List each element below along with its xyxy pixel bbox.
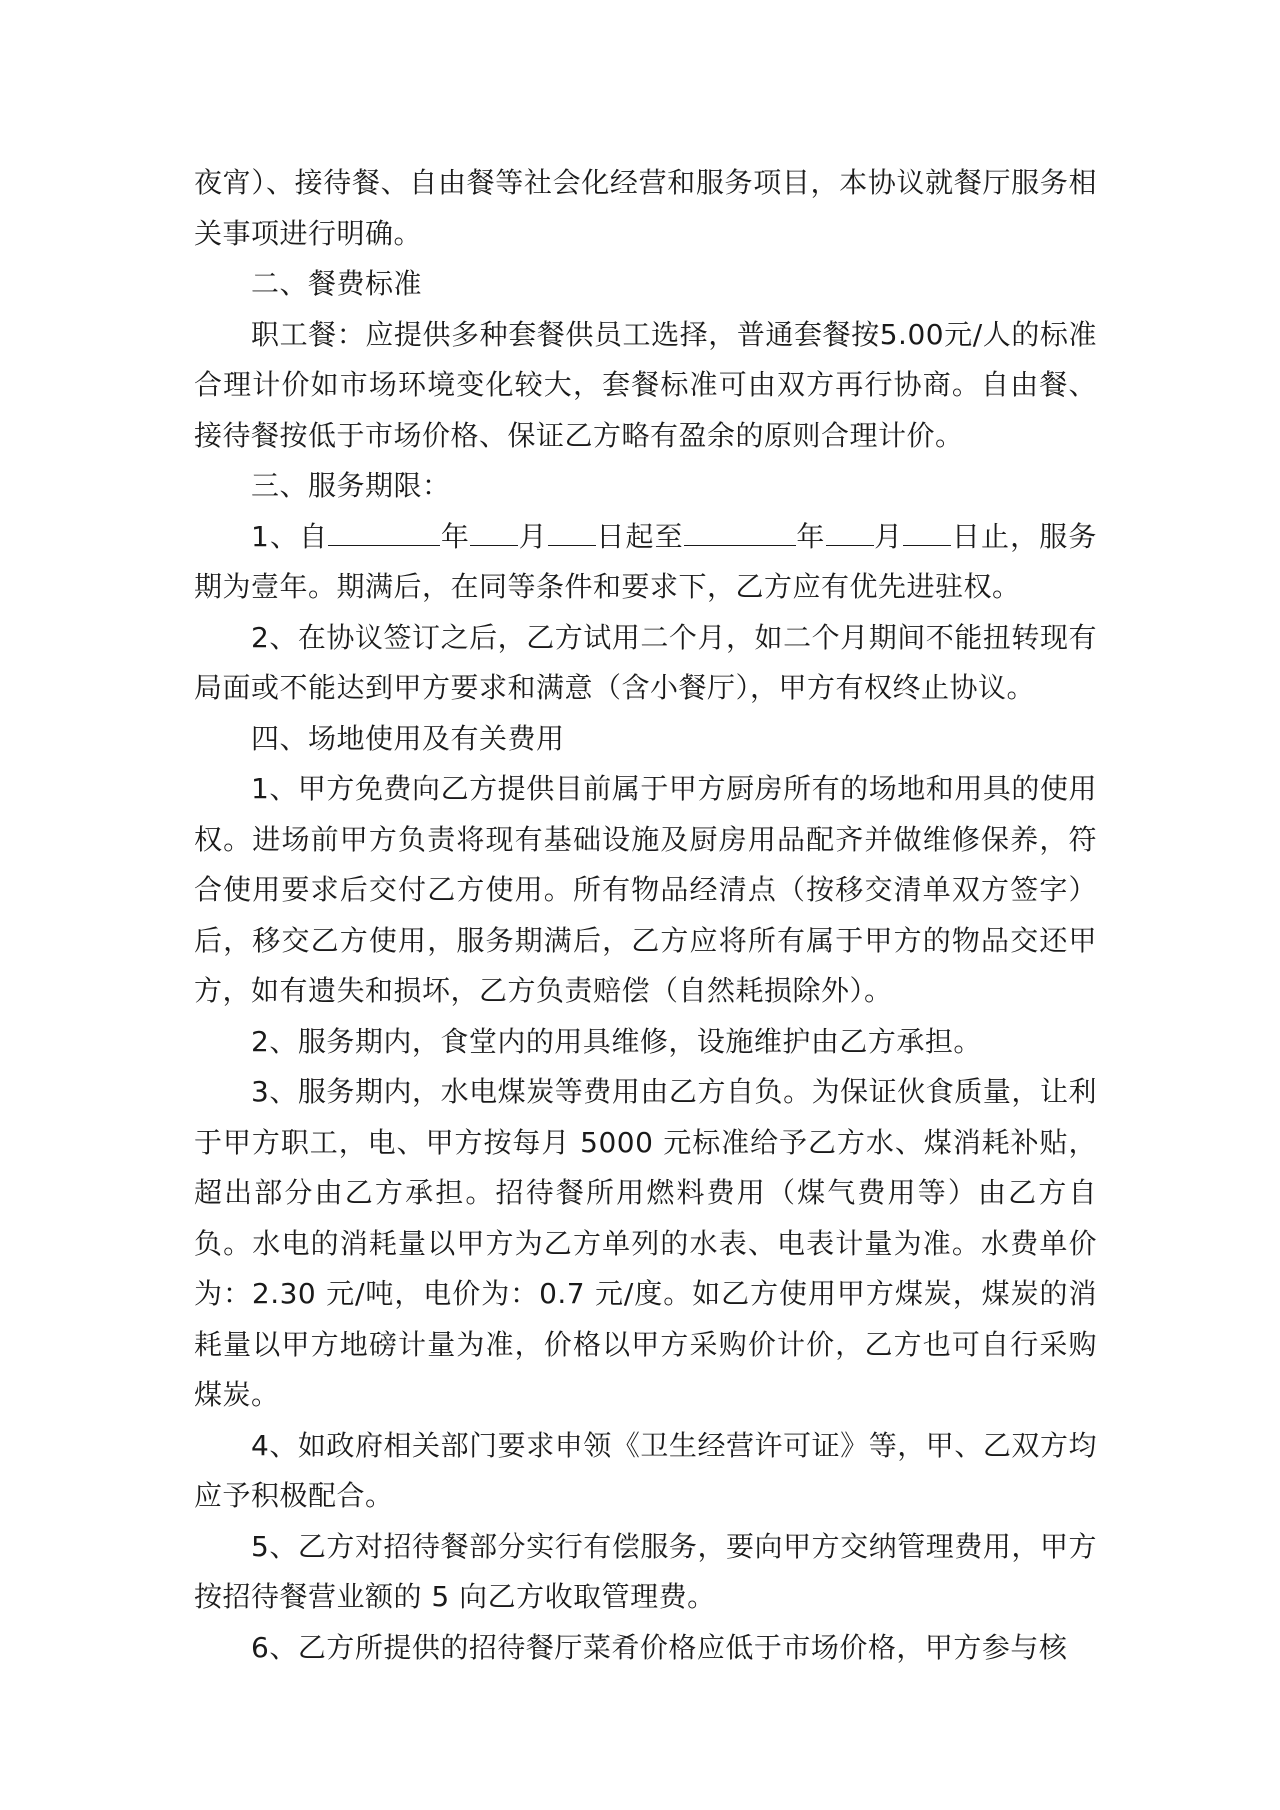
paragraph-intro-continuation: 夜宵）、接待餐、自由餐等社会化经营和服务项目，本协议就餐厅服务相关事项进行明确。 <box>194 166 1097 250</box>
blank-start-year <box>328 519 440 546</box>
section-heading-meal-fee: 二、餐费标准 <box>251 267 423 300</box>
paragraph-license: 4、如政府相关部门要求申领《卫生经营许可证》等，甲、乙双方均应予积极配合。 <box>194 1428 1097 1512</box>
blank-end-day <box>903 519 951 546</box>
term-year-label: 年 <box>440 519 470 553</box>
paragraph-staff-meal: 职工餐：应提供多种套餐供员工选择，普通套餐按5.00元/人的标准合理计价如市场环境变化较大，套餐标准可由双方再行协商。自由餐、接待餐按低于市场价格、保证乙方略有盈余的原则合理计价。 <box>194 317 1097 452</box>
term-rest: 服务期为壹年。期满后，在同等条件和要求下，乙方应有优先进驻权。 <box>194 519 1097 603</box>
term-month2-label: 月 <box>873 519 904 553</box>
blank-end-month <box>826 519 874 546</box>
paragraph-trial-period: 2、在协议签订之后，乙方试用二个月，如二个月期间不能扭转现有局面或不能达到甲方要求和满意（含小餐厅），甲方有权终止协议。 <box>194 620 1097 704</box>
paragraph-venue-use: 1、甲方免费向乙方提供目前属于甲方厨房所有的场地和用具的使用权。进场前甲方负责将现有基础设施及厨房用品配齐并做维修保养，符合使用要求后交付乙方使用。所有物品经清点（按移交清单双方签字）后，移交乙方使用，服务期满后，乙方应将所有属于甲方的物品交还甲方，如有遗失和损坏，乙方负责赔偿（自然耗损除外）。 <box>194 772 1097 1007</box>
term-day-end-label: 日止， <box>951 519 1040 553</box>
paragraph-management-fee: 5、乙方对招待餐部分实行有偿服务，要向甲方交纳管理费用，甲方按招待餐营业额的 5 向乙方收取管理费。 <box>194 1529 1097 1613</box>
term-day-to-label: 日起至 <box>595 519 684 553</box>
paragraph-menu-pricing: 6、乙方所提供的招待餐厅菜肴价格应低于市场价格，甲方参与核 <box>251 1630 1068 1664</box>
term-prefix: 1、自 <box>251 519 329 553</box>
paragraph-maintenance: 2、服务期内，食堂内的用具维修，设施维护由乙方承担。 <box>251 1024 982 1058</box>
term-year2-label: 年 <box>795 519 826 553</box>
blank-end-year <box>684 519 796 546</box>
paragraph-term-clause <box>194 512 1097 613</box>
section-heading-service-term: 三、服务期限： <box>251 469 451 502</box>
term-month-label: 月 <box>517 519 548 553</box>
blank-start-day <box>548 519 596 546</box>
paragraph-utilities: 3、服务期内，水电煤炭等费用由乙方自负。为保证伙食质量，让利于甲方职工，电、甲方按每月 5000 元标准给予乙方水、煤消耗补贴，超出部分由乙方承担。招待餐所用燃料费用（煤气费用等）由乙方自负。水电的消耗量以甲方为乙方单列的水表、电表计量为准。水费单价为：2.30 元/吨，电价为：0.7 元/度。如乙方使用甲方煤炭，煤炭的消耗量以甲方地磅计量为准，价格以甲方采购价计价，乙方也可自行采购煤炭。 <box>194 1075 1097 1411</box>
blank-start-month <box>470 519 518 546</box>
document-page <box>194 158 1097 1673</box>
section-heading-venue-fees: 四、场地使用及有关费用 <box>251 721 565 755</box>
